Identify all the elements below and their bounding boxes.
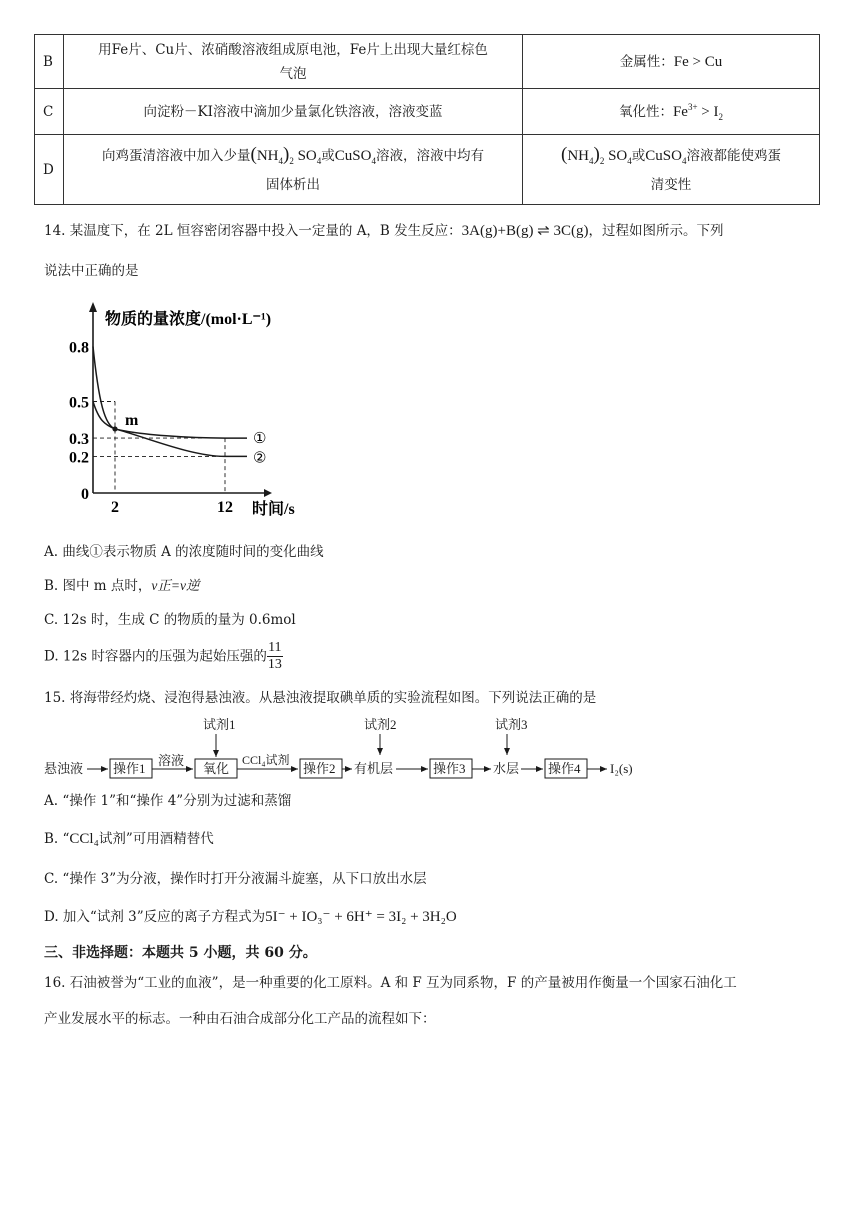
row-label: D	[35, 135, 64, 205]
q15-option-d	[44, 908, 457, 926]
q14-option-c: C. 12s 时，生成 C 的物质的量为 0.6mol	[44, 612, 296, 628]
row-label: C	[35, 89, 64, 135]
flow-organic-layer: 有机层	[354, 761, 394, 776]
q14-stem-line2: 说法中正确的是	[44, 263, 139, 279]
series-1-line	[93, 402, 247, 439]
ammonium-sulfate-formula: $(NH_4)_2$ $SO_4$	[561, 143, 632, 166]
x-axis-label: 时间/s	[252, 501, 295, 518]
q15-option-b-suffix: 试剂”可用酒精替代	[98, 831, 214, 847]
series-2-line	[93, 347, 247, 457]
conclusion-prefix: 金属性：	[619, 53, 674, 70]
experiment-cell: 向淀粉－KI溶液中滴加少量氯化铁溶液，溶液变蓝	[64, 89, 523, 135]
table-row	[35, 89, 820, 135]
experiment-cell	[64, 35, 523, 89]
fraction-numerator: 11	[268, 640, 282, 655]
y-tick-label: 0	[81, 486, 89, 503]
flow-start: 悬浊液	[44, 761, 84, 776]
experiment-text: 向鸡蛋清溶液中加入少量	[102, 147, 251, 164]
q15-option-a: A. “操作 1”和“操作 4”分别为过滤和蒸馏	[44, 793, 292, 809]
y-axis-label: 物质的量浓度/(mol·L⁻¹)	[105, 311, 272, 328]
q14-stem-text: 14. 某温度下，在 2L 恒容密闭容器中投入一定量的 A，B 发生反应：	[44, 223, 462, 239]
conclusion-text-cont: 清变性	[650, 176, 692, 193]
q14-option-b-formula: v正=v逆	[151, 578, 200, 593]
experiment-text-cont: 固体析出	[266, 176, 320, 193]
conclusion-prefix: 氧化性：	[618, 103, 673, 120]
experiment-cell	[64, 135, 523, 205]
table-row	[35, 35, 820, 89]
q14-stem-suffix: ，过程如图所示。下列	[588, 223, 724, 239]
y-tick-label: 0.5	[69, 394, 89, 412]
flow-op3: 操作3	[433, 761, 466, 776]
flow-label-ccl4: CCl₄试剂	[242, 753, 290, 767]
experiment-text: 溶液，溶液中均有	[375, 147, 484, 164]
flow-oxidize: 氧化	[203, 761, 230, 776]
q14-equation: 3A(g)+B(g) ⇌ 3C(g)	[461, 223, 589, 239]
concentration-time-chart	[60, 300, 350, 530]
q16-stem-line1: 16. 石油被誉为“工业的血液”，是一种重要的化工原料。A 和 F 互为同系物，F 的产量被用作衡量一个国家石油化工	[44, 975, 737, 991]
section-heading: 三、非选择题：本题共 5 小题，共 60 分。	[44, 945, 317, 961]
conclusion-cell	[523, 135, 820, 205]
x-tick-label: 2	[111, 499, 119, 516]
y-tick-label: 0.8	[69, 339, 89, 357]
y-axis-arrow	[89, 302, 97, 312]
point-m	[112, 426, 117, 431]
x-tick-label: 12	[217, 499, 233, 516]
q14-option-d-fraction	[267, 640, 283, 673]
copper-sulfate-formula: CuSO$_4$	[645, 147, 687, 166]
flow-op1: 操作1	[113, 761, 146, 776]
or-text: 或	[321, 147, 335, 164]
flow-label-solution: 溶液	[158, 753, 185, 768]
flow-reagent1: 试剂1	[203, 717, 236, 732]
flow-op2: 操作2	[303, 761, 336, 776]
flow-reagent2: 试剂2	[364, 717, 397, 732]
flow-product: I₂(s)	[610, 761, 633, 776]
q15-option-b	[44, 830, 214, 848]
or-text: 或	[631, 147, 646, 164]
y-tick-label: 0.3	[69, 431, 89, 449]
q14-option-b-text: B. 图中 m 点时，	[44, 578, 152, 594]
conclusion-cell	[523, 35, 820, 89]
conclusion-formula: Fe > Cu	[673, 53, 723, 70]
copper-sulfate-formula: CuSO$_4$	[334, 147, 376, 166]
point-m-label: m	[125, 411, 139, 429]
x-axis-arrow	[264, 489, 272, 497]
q13-options-table	[34, 34, 820, 205]
iodine-extraction-flowchart	[40, 714, 660, 784]
conclusion-formula: $Fe^{3+} > I_2$	[672, 101, 724, 122]
fraction-denominator: 13	[267, 657, 282, 672]
q14-option-d-text: D. 12s 时容器内的压强为起始压强的	[44, 648, 267, 665]
flow-reagent3: 试剂3	[495, 717, 528, 732]
q14-option-a: A. 曲线①表示物质 A 的浓度随时间的变化曲线	[44, 544, 324, 560]
y-tick-label: 0.2	[69, 449, 89, 467]
conclusion-text: 溶液都能使鸡蛋	[686, 147, 781, 164]
q14-stem	[44, 222, 724, 240]
table-row	[35, 135, 820, 205]
q14-option-b	[44, 577, 199, 595]
conclusion-cell	[523, 89, 820, 135]
flow-op4: 操作4	[548, 761, 581, 776]
q15-option-c: C. “操作 3”为分液，操作时打开分液漏斗旋塞，从下口放出水层	[44, 871, 427, 887]
experiment-text: 用Fe片、Cu片、浓硝酸溶液组成原电池，Fe片上出现大量红棕色	[98, 41, 488, 58]
q15-option-d-text: D. 加入“试剂 3”反应的离子方程式为	[44, 909, 266, 925]
experiment-text-cont: 气泡	[279, 65, 307, 82]
q14-option-d	[44, 640, 283, 673]
q16-stem-line2: 产业发展水平的标志。一种由石油合成部分化工产品的流程如下：	[44, 1011, 436, 1027]
series-2-label: ②	[253, 450, 267, 467]
row-label: B	[35, 35, 64, 89]
q15-option-b-formula: CCl₄	[69, 831, 99, 847]
ammonium-sulfate-formula: $(NH_4)_2$ $SO_4$	[250, 143, 322, 166]
flow-water-layer: 水层	[493, 761, 520, 776]
q15-option-d-formula: 5I⁻ + IO₃⁻ + 6H⁺ = 3I₂ + 3H₂O	[265, 909, 457, 925]
series-1-label: ①	[253, 431, 267, 448]
q15-option-b-text: B. “	[44, 831, 70, 847]
q15-stem: 15. 将海带经灼烧、浸泡得悬浊液。从悬浊液提取碘单质的实验流程如图。下列说法正确的是	[44, 690, 597, 706]
